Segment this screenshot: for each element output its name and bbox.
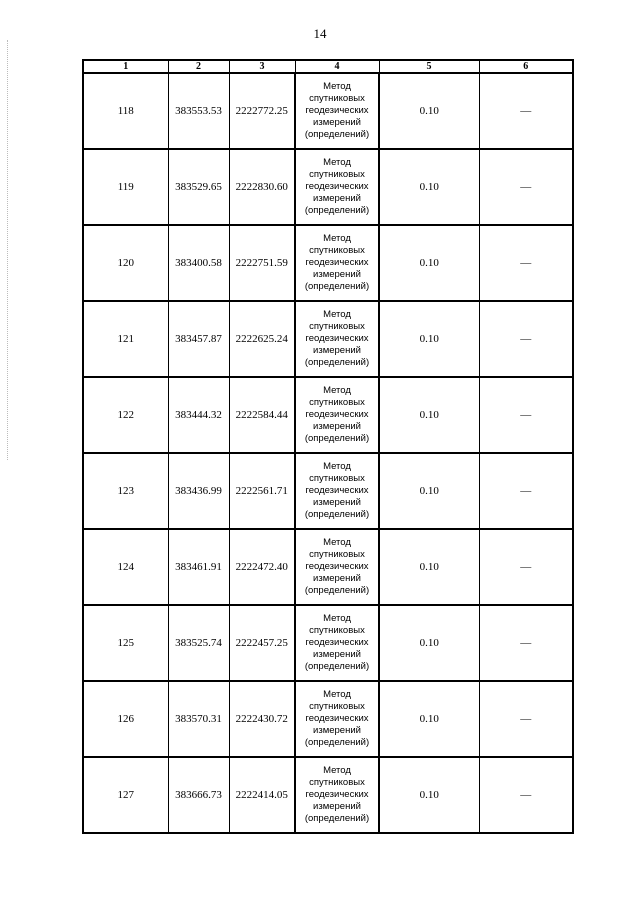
method-text-line: Метод — [323, 765, 351, 776]
cell-y-coordinate: 2222584.44 — [229, 377, 295, 453]
cell-y-coordinate: 2222751.59 — [229, 225, 295, 301]
method-text-line: спутниковых — [309, 321, 365, 332]
method-text-line: геодезических — [305, 257, 369, 268]
method-text-line: измерений — [313, 117, 361, 128]
cell-precision: 0.10 — [379, 605, 479, 681]
method-text-line: измерений — [313, 649, 361, 660]
table-row — [83, 453, 573, 529]
cell-point-id: 118 — [83, 73, 168, 149]
method-text-line: измерений — [313, 345, 361, 356]
cell-x-coordinate: 383444.32 — [168, 377, 229, 453]
cell-note: — — [479, 605, 573, 681]
method-text-line: Метод — [323, 385, 351, 396]
header-col-6: 6 — [479, 60, 573, 73]
method-text-line: Метод — [323, 81, 351, 92]
cell-point-id: 127 — [83, 757, 168, 833]
table-row — [83, 757, 573, 833]
table-row — [83, 73, 573, 149]
method-text-line: измерений — [313, 269, 361, 280]
method-text-line: (определений) — [304, 813, 370, 824]
header-col-1: 1 — [83, 60, 168, 73]
cell-note: — — [479, 529, 573, 605]
method-text-line: спутниковых — [309, 625, 365, 636]
cell-note: — — [479, 301, 573, 377]
cell-note: — — [479, 453, 573, 529]
cell-point-id: 125 — [83, 605, 168, 681]
cell-x-coordinate: 383461.91 — [168, 529, 229, 605]
method-text-line: измерений — [313, 421, 361, 432]
cell-precision: 0.10 — [379, 453, 479, 529]
method-text-line: (определений) — [304, 661, 370, 672]
cell-method — [295, 377, 379, 453]
cell-y-coordinate: 2222561.71 — [229, 453, 295, 529]
method-text-line: спутниковых — [309, 777, 365, 788]
page-number: 14 — [313, 26, 327, 41]
table-row — [83, 681, 573, 757]
cell-precision: 0.10 — [379, 301, 479, 377]
table-row — [83, 529, 573, 605]
cell-x-coordinate: 383553.53 — [168, 73, 229, 149]
method-text-line: геодезических — [305, 409, 369, 420]
header-col-3: 3 — [229, 60, 295, 73]
cell-x-coordinate: 383529.65 — [168, 149, 229, 225]
method-text-line: спутниковых — [309, 93, 365, 104]
method-text-line: геодезических — [305, 789, 369, 800]
method-text-line: Метод — [323, 157, 351, 168]
method-text-line: спутниковых — [309, 169, 365, 180]
cell-method — [295, 149, 379, 225]
method-text-line: (определений) — [304, 585, 370, 596]
table-row — [83, 225, 573, 301]
cell-precision: 0.10 — [379, 681, 479, 757]
cell-y-coordinate: 2222430.72 — [229, 681, 295, 757]
table-header-row — [83, 60, 573, 73]
method-text-line: (определений) — [304, 205, 370, 216]
cell-note: — — [479, 225, 573, 301]
cell-point-id: 122 — [83, 377, 168, 453]
cell-precision: 0.10 — [379, 73, 479, 149]
cell-method — [295, 73, 379, 149]
coordinates-table — [82, 59, 574, 834]
method-text-line: (определений) — [304, 281, 370, 292]
cell-note: — — [479, 377, 573, 453]
table-row — [83, 301, 573, 377]
cell-point-id: 121 — [83, 301, 168, 377]
cell-x-coordinate: 383436.99 — [168, 453, 229, 529]
cell-note: — — [479, 149, 573, 225]
method-text-line: Метод — [323, 537, 351, 548]
cell-precision: 0.10 — [379, 757, 479, 833]
cell-y-coordinate: 2222772.25 — [229, 73, 295, 149]
method-text-line: (определений) — [304, 129, 370, 140]
cell-method — [295, 529, 379, 605]
coordinates-table-wrapper — [82, 59, 572, 834]
method-text-line: геодезических — [305, 181, 369, 192]
method-text-line: геодезических — [305, 485, 369, 496]
cell-point-id: 119 — [83, 149, 168, 225]
cell-point-id: 123 — [83, 453, 168, 529]
cell-y-coordinate: 2222457.25 — [229, 605, 295, 681]
cell-point-id: 124 — [83, 529, 168, 605]
cell-x-coordinate: 383525.74 — [168, 605, 229, 681]
cell-precision: 0.10 — [379, 225, 479, 301]
method-text-line: измерений — [313, 193, 361, 204]
cell-y-coordinate: 2222414.05 — [229, 757, 295, 833]
cell-x-coordinate: 383457.87 — [168, 301, 229, 377]
method-text-line: измерений — [313, 573, 361, 584]
cell-note: — — [479, 757, 573, 833]
cell-method — [295, 681, 379, 757]
method-text-line: геодезических — [305, 713, 369, 724]
cell-y-coordinate: 2222625.24 — [229, 301, 295, 377]
method-text-line: измерений — [313, 497, 361, 508]
cell-y-coordinate: 2222830.60 — [229, 149, 295, 225]
cell-method — [295, 225, 379, 301]
method-text-line: спутниковых — [309, 245, 365, 256]
cell-x-coordinate: 383570.31 — [168, 681, 229, 757]
cell-precision: 0.10 — [379, 377, 479, 453]
table-row — [83, 377, 573, 453]
method-text-line: спутниковых — [309, 397, 365, 408]
cell-method — [295, 453, 379, 529]
method-text-line: геодезических — [305, 561, 369, 572]
method-text-line: (определений) — [304, 509, 370, 520]
method-text-line: геодезических — [305, 105, 369, 116]
method-text-line: Метод — [323, 233, 351, 244]
table-row — [83, 149, 573, 225]
cell-method — [295, 605, 379, 681]
header-col-5: 5 — [379, 60, 479, 73]
method-text-line: геодезических — [305, 333, 369, 344]
header-col-2: 2 — [168, 60, 229, 73]
method-text-line: измерений — [313, 725, 361, 736]
cell-precision: 0.10 — [379, 149, 479, 225]
method-text-line: Метод — [323, 689, 351, 700]
method-text-line: спутниковых — [309, 473, 365, 484]
method-text-line: Метод — [323, 309, 351, 320]
method-text-line: (определений) — [304, 433, 370, 444]
cell-note: — — [479, 73, 573, 149]
cell-method — [295, 301, 379, 377]
method-text-line: (определений) — [304, 357, 370, 368]
table-body — [83, 73, 573, 833]
method-text-line: спутниковых — [309, 549, 365, 560]
method-text-line: (определений) — [304, 737, 370, 748]
table-row — [83, 605, 573, 681]
method-text-line: геодезических — [305, 637, 369, 648]
cell-method — [295, 757, 379, 833]
cell-x-coordinate: 383400.58 — [168, 225, 229, 301]
cell-precision: 0.10 — [379, 529, 479, 605]
cell-y-coordinate: 2222472.40 — [229, 529, 295, 605]
header-col-4: 4 — [295, 60, 379, 73]
cell-x-coordinate: 383666.73 — [168, 757, 229, 833]
cell-note: — — [479, 681, 573, 757]
cell-point-id: 120 — [83, 225, 168, 301]
method-text-line: Метод — [323, 461, 351, 472]
method-text-line: спутниковых — [309, 701, 365, 712]
scan-margin-marks — [7, 40, 9, 460]
method-text-line: Метод — [323, 613, 351, 624]
method-text-line: измерений — [313, 801, 361, 812]
cell-point-id: 126 — [83, 681, 168, 757]
